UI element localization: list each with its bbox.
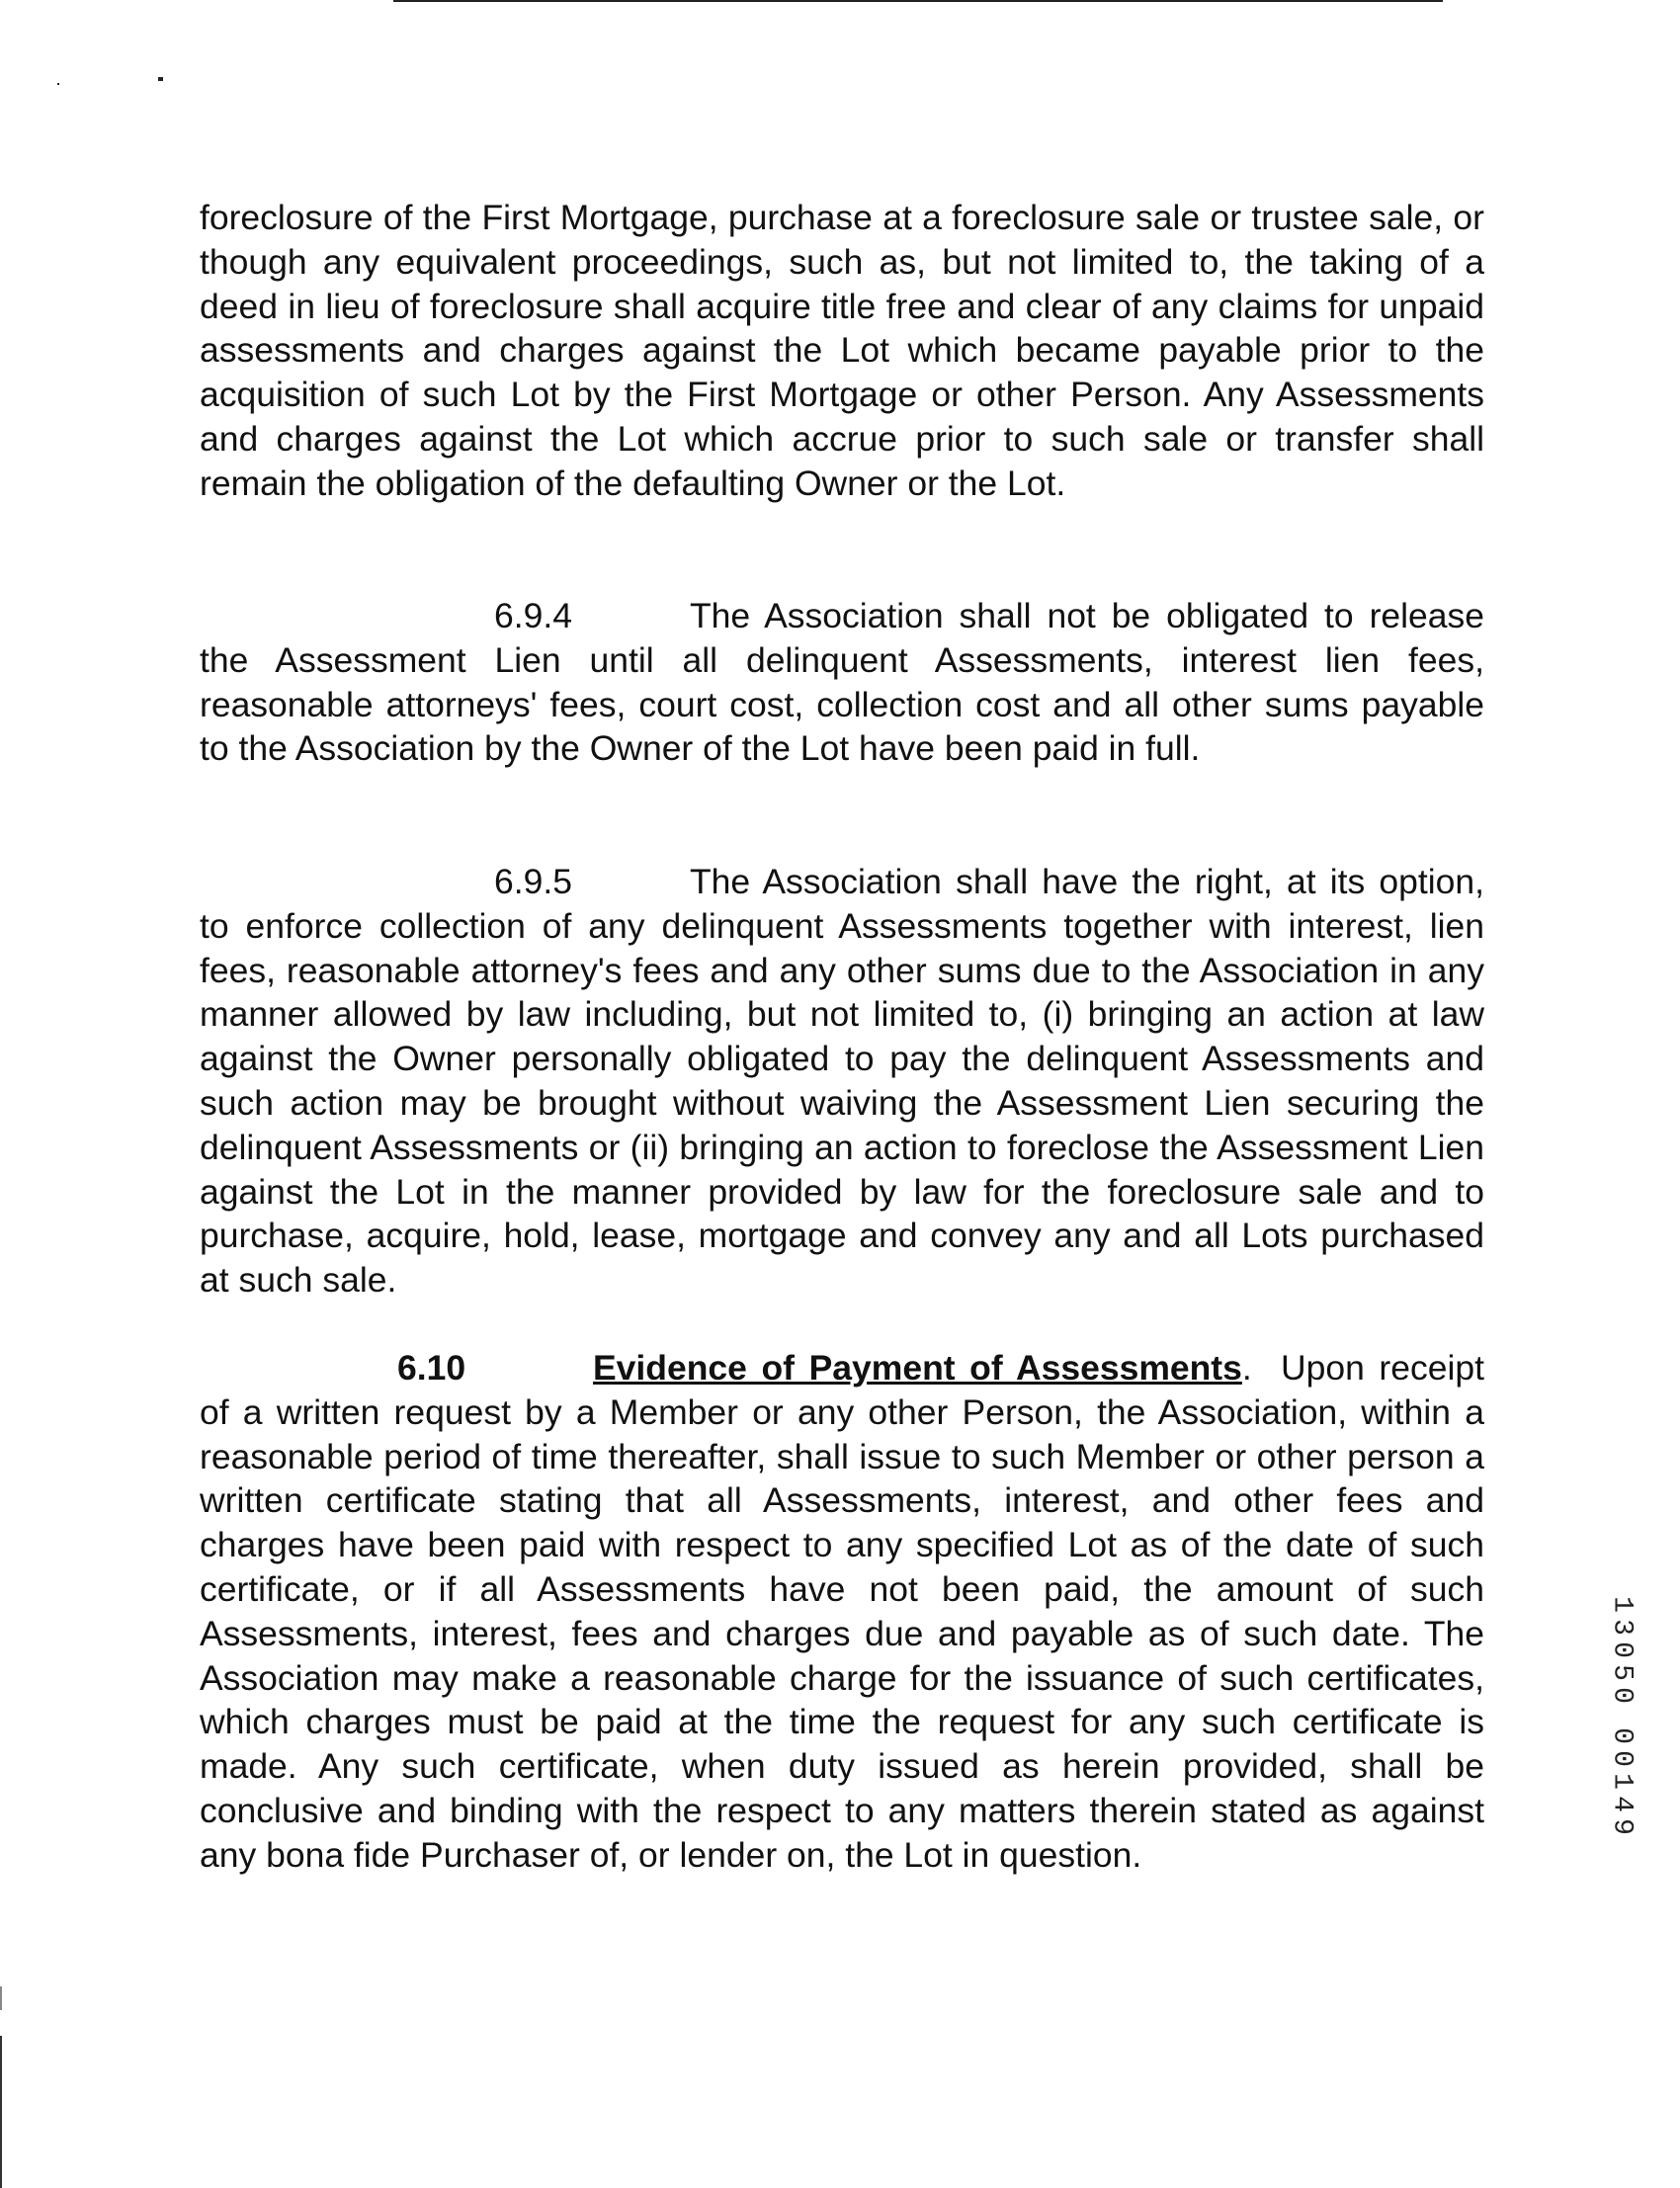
stamp-digit: 4 [1606, 1796, 1638, 1812]
heading-punctuation: . [1241, 1348, 1252, 1388]
section-paragraph [200, 860, 1484, 1303]
top-border-rule [393, 0, 1443, 2]
section-number: 6.10 [397, 1348, 466, 1388]
scan-edge-mark [0, 1986, 2, 2010]
stamp-number-part-2 [1605, 1725, 1638, 1838]
stamp-number-part-1 [1605, 1593, 1638, 1707]
stamp-digit: 1 [1606, 1773, 1638, 1790]
stamp-digit: 1 [1606, 1596, 1638, 1613]
stamp-digit: 0 [1606, 1641, 1638, 1658]
section-paragraph [200, 594, 1484, 771]
stamp-digit: 5 [1606, 1664, 1638, 1681]
stamp-digit: 9 [1606, 1818, 1638, 1835]
section-number: 6.9.5 [494, 862, 572, 901]
section-6-9-4 [200, 594, 1484, 771]
section-6-10 [200, 1346, 1484, 1878]
stamp-digit: 0 [1606, 1750, 1638, 1767]
scan-edge-mark [0, 2036, 2, 2188]
section-paragraph [200, 1346, 1484, 1878]
stamp-digit: 3 [1606, 1619, 1638, 1636]
section-6-9-5 [200, 860, 1484, 1303]
section-text: The Association shall have the right, at its option, to enforce collection of any delinquent Assessments together with interest, lien fees, reasonable attorney's fees and any other sums due to the Association in any manner allowed by law including, but not limited to, (i) bringing an action at law against the Owner personally obligated to pay the delinquent Assessments and such action may be brought without waiving the Assessment Lien securing the delinquent Assessments or (ii) bringing an action to foreclose the Assessment Lien against the Lot in the manner provided by law for the foreclosure sale and to purchase, acquire, hold, lease, mortgage and convey any and all Lots purchased at such sale. [200, 862, 1484, 1301]
document-stamp-number [1605, 1593, 1638, 1838]
stamp-digit: 0 [1606, 1687, 1638, 1704]
section-heading: Evidence of Payment of Assessments [593, 1348, 1242, 1388]
paragraph-foreclosure [200, 196, 1484, 506]
scan-speck [158, 77, 163, 81]
scan-speck [57, 83, 59, 85]
section-text: Upon receipt of a written request by a Member or any other Person, the Association, within a reasonable period of time thereafter, shall issue to such Member or other person a written certificate stating that all Assessments, interest, and other fees and charges have been paid with respect to any specified Lot as of the date of such certificate, or if all Assessments have not been paid, the amount of such Assessments, interest, fees and charges due and payable as of such date. The Association may make a reasonable charge for the issuance of such certificates, which charges must be paid at the time the request for any such certificate is made. Any such certificate, when duty issued as herein provided, shall be conclusive and binding with the respect to any matters therein stated as against any bona fide Purchaser of, or lender on, the Lot in question. [200, 1348, 1484, 1875]
section-text: The Association shall not be obligated to release the Assessment Lien until all delinquent Assessments, interest lien fees, reasonable attorneys' fees, court cost, collection cost and all other sums payable to the Association by the Owner of the Lot have been paid in full. [200, 596, 1484, 769]
paragraph-text: foreclosure of the First Mortgage, purchase at a foreclosure sale or trustee sale, or though any equivalent proceedings, such as, but not limited to, the taking of a deed in lieu of foreclosure shall acquire title free and clear of any claims for unpaid assessments and charges against the Lot which became payable prior to the acquisition of such Lot by the First Mortgage or other Person. Any Assessments and charges against the Lot which accrue prior to such sale or transfer shall remain the obligation of the defaulting Owner or the Lot. [200, 198, 1484, 503]
section-number: 6.9.4 [494, 596, 572, 635]
stamp-digit: 0 [1606, 1727, 1638, 1744]
